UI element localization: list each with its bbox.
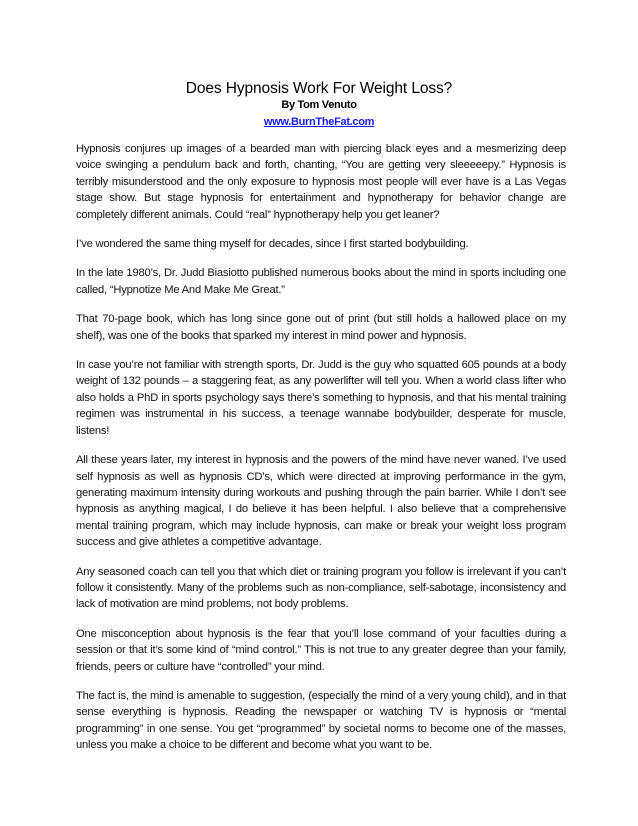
paragraph: That 70-page book, which has long since gone out of print (but still holds a hallowed place on my shelf), was one of the books that sparked my interest in mind power and hypnosis. bbox=[76, 313, 566, 342]
document-header bbox=[0, 79, 638, 130]
paragraph: All these years later, my interest in hypnosis and the powers of the mind have never waned. I’ve used self hypnosis as well as hypnosis CD’s, which were directed at improving performance in the gym, generating maximum intensity during workouts and pushing through the pain barrier. While I don’t see hypnosis as anything magical, I do believe it has been helpful. I also believe that a comprehensive mental training program, which may include hypnosis, can make or break your weight loss program success and give athletes a competitive advantage. bbox=[76, 454, 566, 549]
paragraph: In the late 1980’s, Dr. Judd Biasiotto published numerous books about the mind in sports including one called, “Hypnotize Me And Make Me Great.” bbox=[76, 267, 566, 296]
paragraph: Hypnosis conjures up images of a bearded man with piercing black eyes and a mesmerizing deep voice swinging a pendulum back and forth, chanting, “You are getting very sleeeeepy.” Hypnosis is terribly misunderstood and the only exposure to hypnosis most people will ever have is a Las Vegas stage show. But stage hypnosis for entertainment and hypnotherapy for behavior change are completely different animals. Could “real” hypnotherapy help you get leaner? bbox=[76, 143, 566, 221]
paragraph: I’ve wondered the same thing myself for decades, since I first started bodybuilding. bbox=[76, 238, 469, 251]
paragraph: Any seasoned coach can tell you that which diet or training program you follow is irrelevant if you can’t follow it consistently. Many of the problems such as non-compliance, self-sabotage, inconsistency and lack of motivation are mind problems, not body problems. bbox=[76, 565, 566, 611]
paragraph: In case you’re not familiar with strength sports, Dr. Judd is the guy who squatted 605 pounds at a body weight of 132 pounds – a staggering feat, as any powerlifter will tell you. When a world class lifter who also holds a PhD in sports psychology says there’s something to hypnosis, and that his mental training regimen was instrumental in his success, a teenage wannabe bodybuilder, desperate for muscle, listens! bbox=[76, 359, 566, 437]
author-byline: By Tom Venuto bbox=[281, 99, 357, 111]
website-link[interactable]: www.BurnTheFat.com bbox=[263, 116, 375, 128]
page-title: Does Hypnosis Work For Weight Loss? bbox=[185, 80, 453, 97]
paragraph: One misconception about hypnosis is the fear that you’ll lose command of your faculties during a session or that it’s some kind of “mind control.” This is not true to any greater degree than your family, friends, peers or culture have “controlled” your mind. bbox=[76, 627, 566, 673]
article-body bbox=[76, 141, 566, 767]
paragraph: The fact is, the mind is amenable to suggestion, (especially the mind of a very young child), and in that sense everything is hypnosis. Reading the newspaper or watching TV is hypnosis or “mental programming” in one sense. You get “programmed” by societal norms to become one of the masses, unless you make a choice to be different and become what you want to be. bbox=[76, 689, 566, 752]
